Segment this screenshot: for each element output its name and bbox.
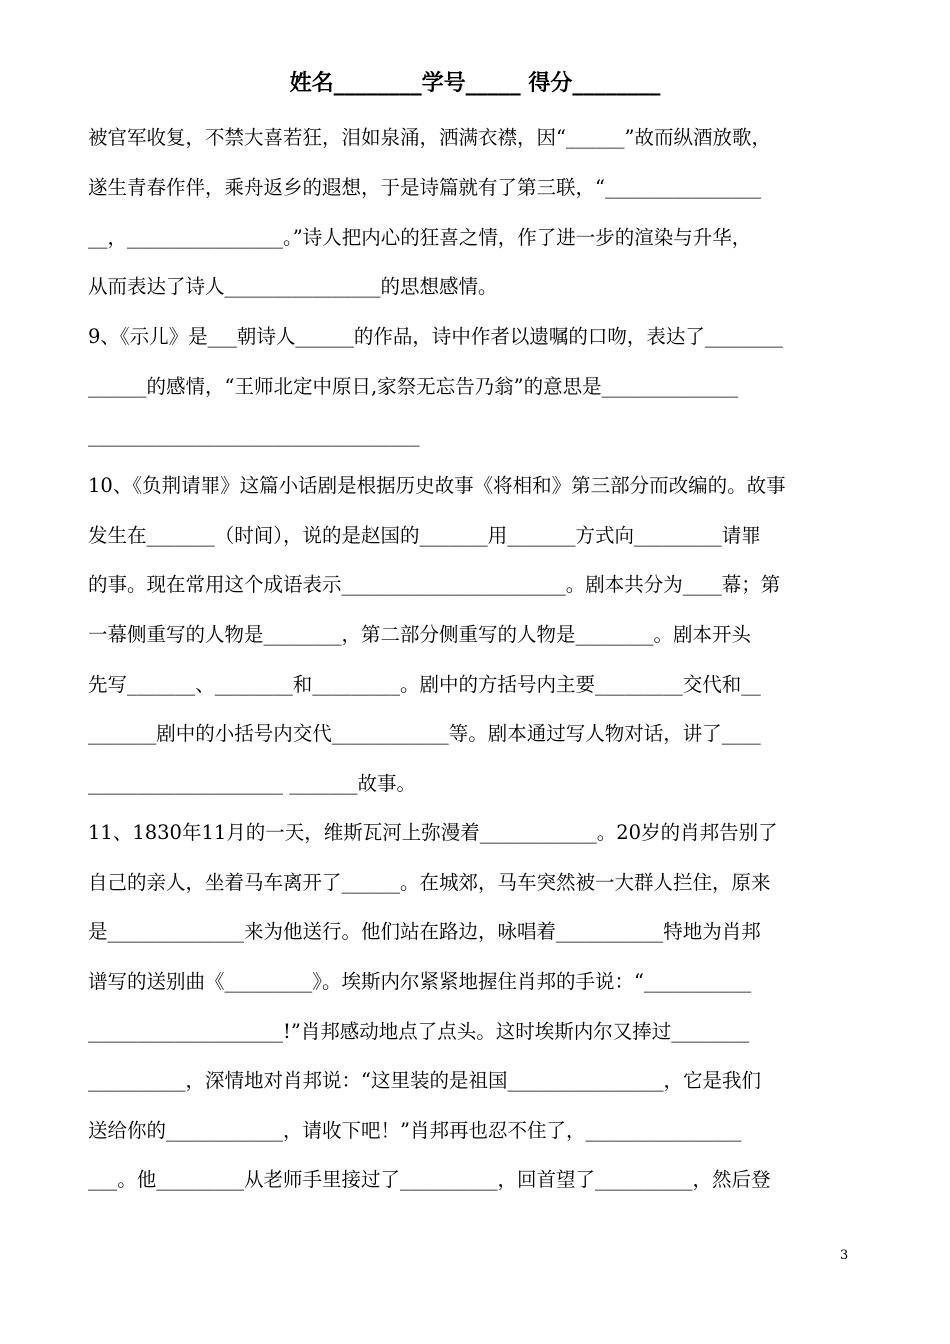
text-line: __________，深情地对肖邦说：“这里装的是祖国________________，它是我们 — [88, 1069, 761, 1092]
text-line: 遂生青春作伴，乘舟返乡的遐想，于是诗篇就有了第三联，“________________ — [88, 176, 761, 199]
text-line: 自己的亲人，坐着马车离开了______。在城郊，马车突然被一大群人拦住，原来 — [88, 871, 771, 894]
text-line: ____________________ _______故事。 — [88, 772, 416, 795]
text-line: 被官军收复，不禁大喜若狂，泪如泉涌，洒满衣襟，因“______”故而纵酒放歌， — [88, 126, 771, 149]
text-line: 谱写的送别曲《_________》。埃斯内尔紧紧地握住肖邦的手说：“___________ — [88, 970, 752, 993]
text-line: 先写_______、________和_________。剧中的方括号内主要_________交代和__ — [88, 673, 761, 696]
text-line: 从而表达了诗人________________的思想感情。 — [88, 275, 498, 298]
question-10-line: 10、《负荆请罪》这篇小话剧是根据历史故事《将相和》第三部分而改编的。故事 — [88, 474, 786, 497]
question-9-line: 9、《示儿》是___朝诗人______的作品，诗中作者以遗嘱的口吻，表达了________ — [88, 325, 783, 348]
page-title: 姓名________学号_____ 得分________ — [289, 70, 661, 96]
question-11-line: 11、1830年11月的一天，维斯瓦河上弥漫着____________。20岁的肖邦告别了 — [88, 821, 778, 844]
text-line: 一幕侧重写的人物是________，第二部分侧重写的人物是________。剧本开头 — [88, 623, 752, 646]
text-line: __，________________。”诗人把内心的狂喜之情，作了进一步的渲染与升华， — [88, 226, 752, 249]
text-line: ___。他_________从老师手里接过了__________，回首望了__________，然后登 — [88, 1168, 771, 1191]
text-line: ______的感情，“王师北定中原日,家祭无忘告乃翁”的意思是______________ — [88, 375, 739, 398]
text-line: 的事。现在常用这个成语表示_______________________。剧本共分为____幕；第 — [88, 573, 781, 596]
text-line: 发生在_______（时间），说的是赵国的_______用_______方式向_________请罪 — [88, 524, 761, 547]
page-number: 3 — [840, 1248, 849, 1263]
text-line: 是______________来为他送行。他们站在路边，咏唱着___________特地为肖邦 — [88, 920, 761, 943]
text-line: __________________________________ — [88, 424, 420, 447]
text-line: _______剧中的小括号内交代____________等。剧本通过写人物对话，讲了____ — [88, 722, 761, 745]
text-line: ____________________!”肖邦感动地点了点头。这时埃斯内尔又捧过________ — [88, 1020, 750, 1043]
text-line: 送给你的____________，请收下吧！”肖邦再也忍不住了，________________ — [88, 1119, 742, 1142]
